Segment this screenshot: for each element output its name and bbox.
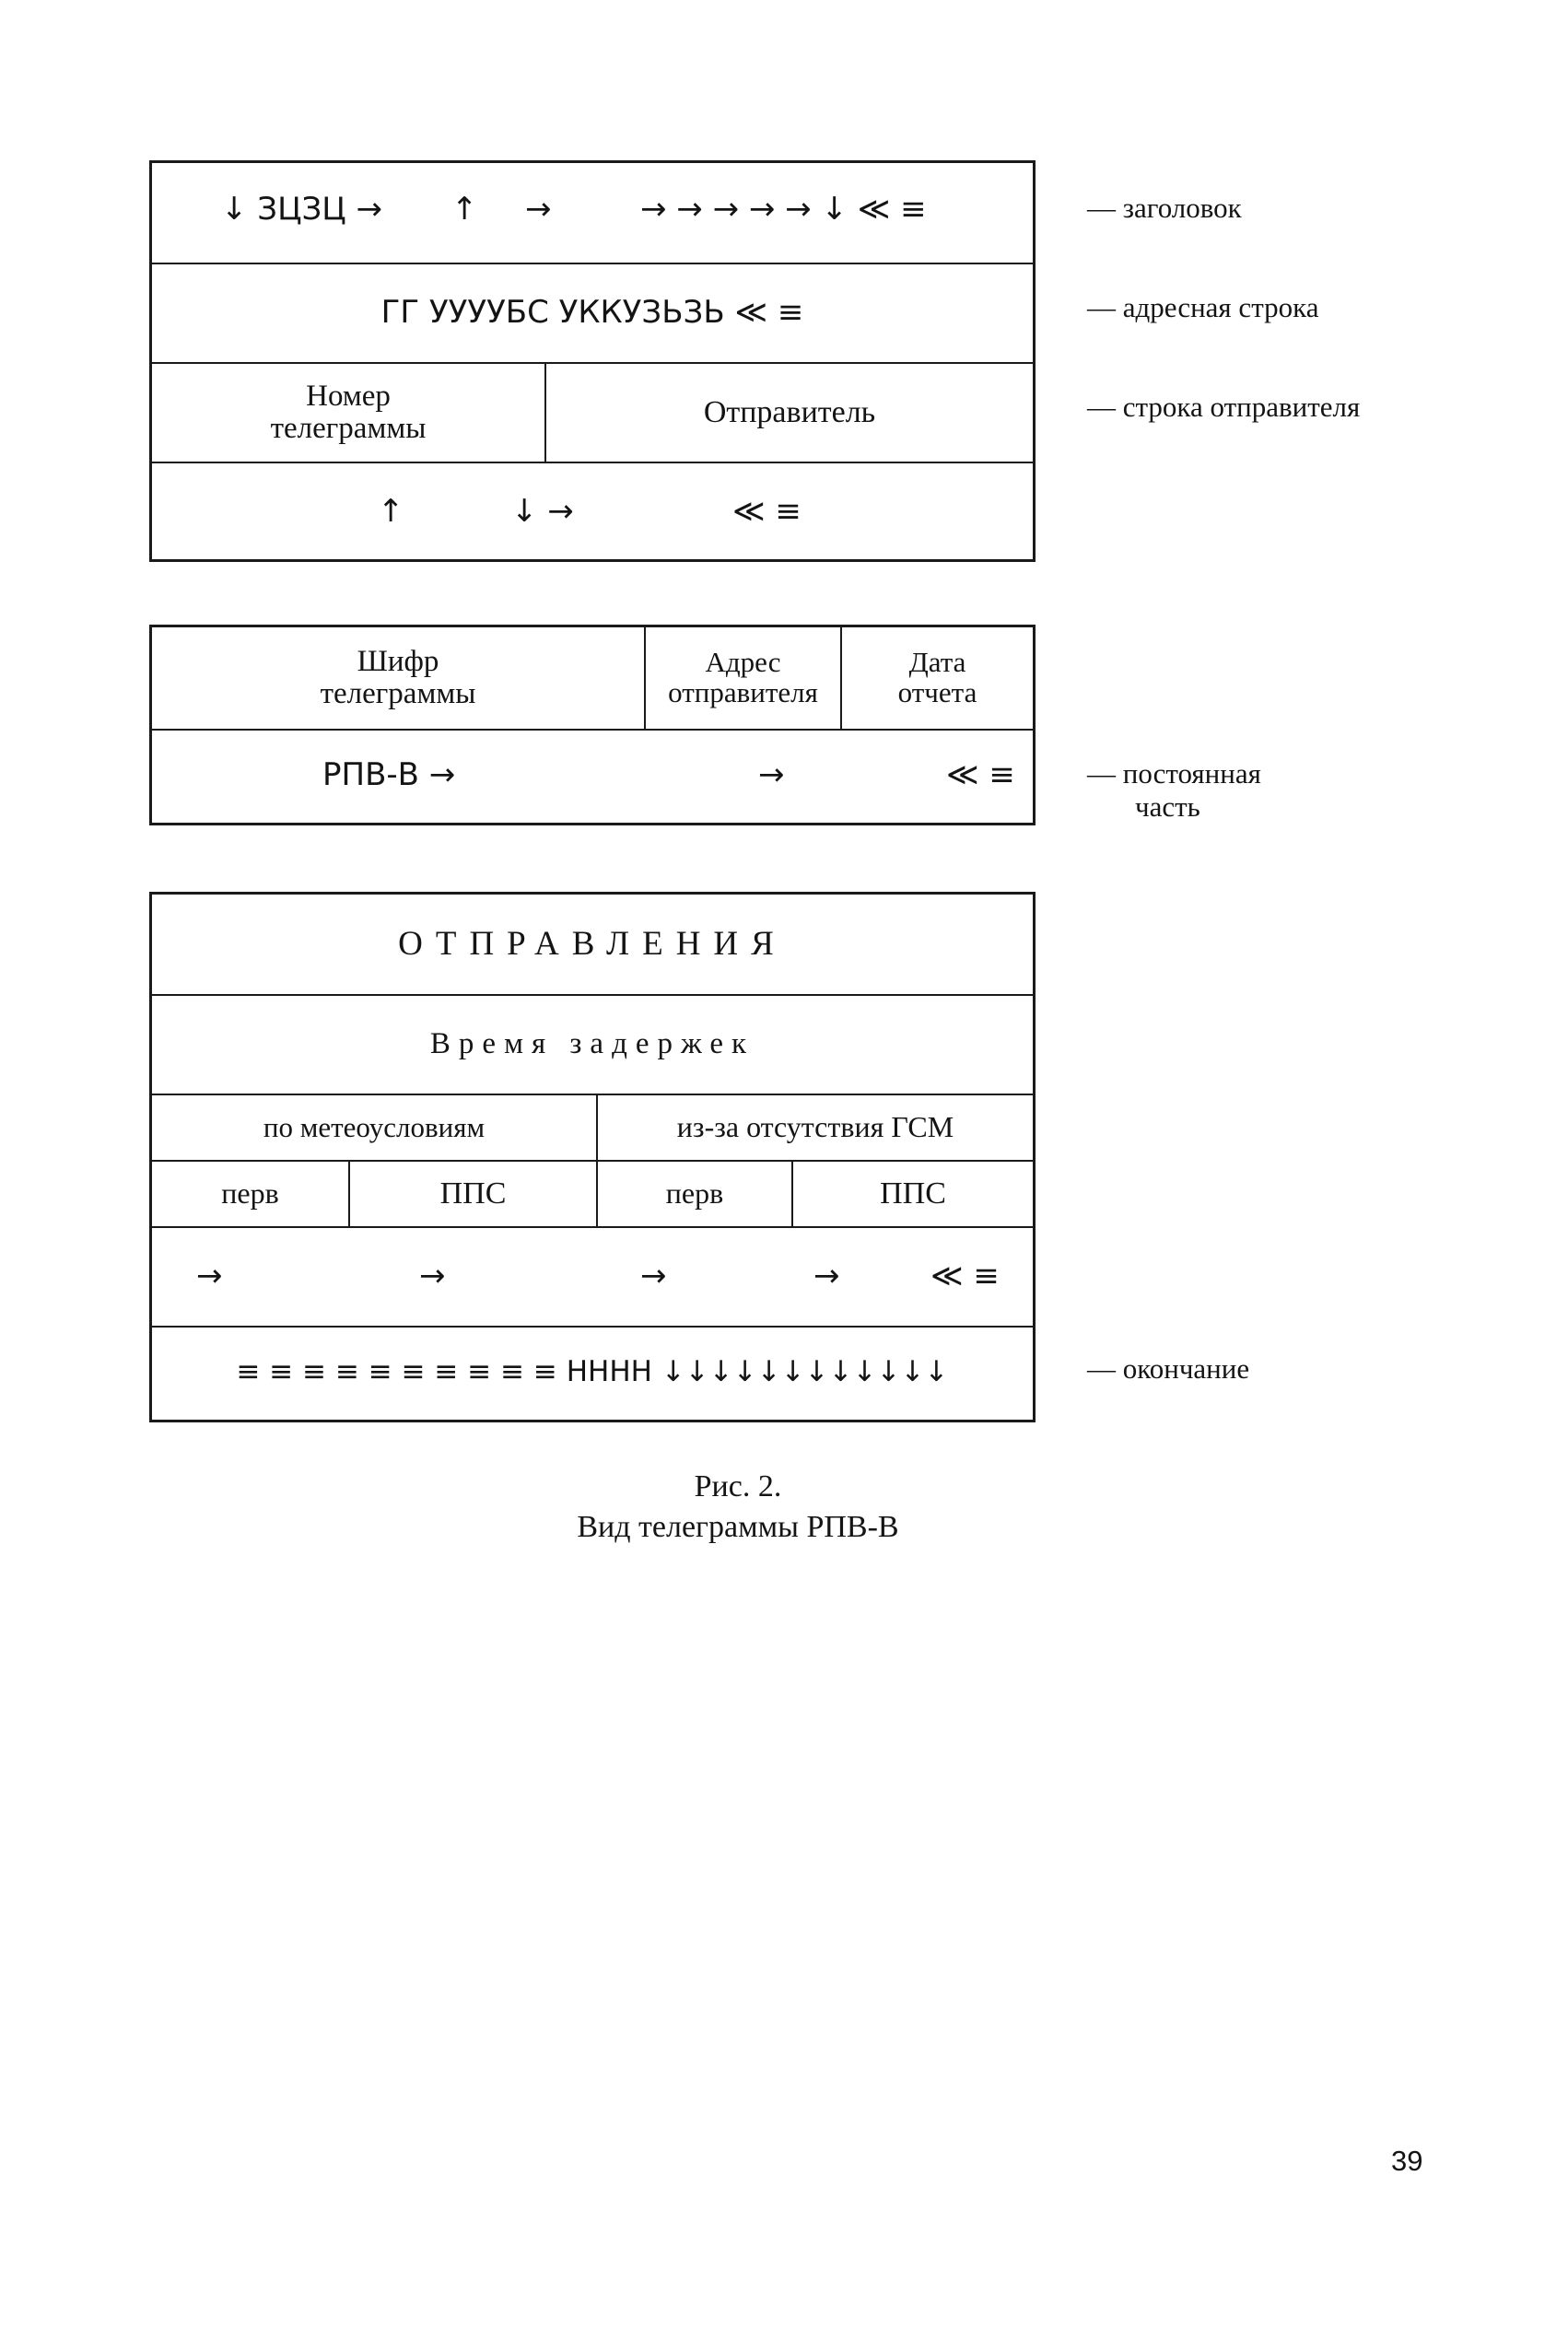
delay-row-end: ≪ ≡ xyxy=(930,1258,1000,1294)
weather-cell xyxy=(152,1095,596,1160)
cipher-cell xyxy=(152,627,644,729)
constant-row-arrow: → xyxy=(758,756,785,793)
sender-address-label: Адрес отправителя xyxy=(668,646,818,708)
label-constant xyxy=(1087,757,1261,823)
perv-cell-1 xyxy=(152,1162,348,1226)
sender-row-end: ≪ ≡ xyxy=(732,493,802,530)
caption-line1: Рис. 2. xyxy=(694,1469,782,1503)
address-row xyxy=(152,263,1033,362)
constant-row-end: ≪ ≡ xyxy=(946,756,1015,793)
label-sender: — строка отправителя xyxy=(1087,391,1361,423)
delay-title: Время задержек xyxy=(429,1027,755,1060)
delay-sub-row xyxy=(152,1160,1033,1226)
constant-part-table xyxy=(149,625,1036,825)
label-constant-line2: часть xyxy=(1135,790,1200,823)
telegram-number-label: Номер телеграммы xyxy=(270,380,427,445)
pps-label-2: ППС xyxy=(880,1176,946,1211)
pps-cell-1 xyxy=(348,1162,596,1226)
address-row-text: ГГ УУУУБС УККУЗЬЗЬ ≪ ≡ xyxy=(380,294,804,331)
ending-row xyxy=(152,1326,1033,1420)
constant-data-row xyxy=(152,729,1033,823)
report-date-cell xyxy=(840,627,1033,729)
delay-arrow-2: → xyxy=(419,1258,446,1294)
fuel-label: из-за отсутствия ГСМ xyxy=(676,1110,954,1144)
perv-cell-2 xyxy=(596,1162,791,1226)
delay-arrow-3: → xyxy=(640,1258,667,1294)
page-number: 39 xyxy=(1391,2145,1423,2177)
header-row xyxy=(152,163,1033,263)
sender-data-row xyxy=(152,462,1033,559)
header-row-start: ↓ ЗЦЗЦ → xyxy=(221,191,382,228)
caption-line2: Вид телеграммы РПВ-В xyxy=(577,1510,899,1545)
sender-cell xyxy=(544,364,1033,462)
rpv-code: РПВ-В → xyxy=(322,756,456,793)
perv-label-1: перв xyxy=(221,1176,279,1211)
figure-caption xyxy=(0,1467,1522,1548)
weather-label: по метеоусловиям xyxy=(263,1110,486,1143)
delay-data-row xyxy=(152,1226,1033,1326)
delay-arrow-1: → xyxy=(196,1258,223,1294)
label-constant-line1: — постоянная xyxy=(1087,757,1261,790)
fuel-cell xyxy=(596,1095,1033,1160)
header-row-end: → → → → → ↓ ≪ ≡ xyxy=(640,191,927,228)
delay-title-row xyxy=(152,994,1033,1094)
label-address: — адресная строка xyxy=(1087,291,1319,323)
delay-arrow-4: → xyxy=(813,1258,840,1294)
constant-header-row xyxy=(152,627,1033,729)
cipher-label: Шифр телеграммы xyxy=(320,645,476,710)
pps-label-1: ППС xyxy=(439,1176,507,1211)
telegram-number-cell xyxy=(152,364,544,462)
sender-row-down-arrow: ↓ → xyxy=(511,493,574,530)
departures-title-row xyxy=(152,895,1033,994)
report-date-label: Дата отчета xyxy=(897,646,977,708)
telegram-header-table xyxy=(149,160,1036,562)
sender-address-cell xyxy=(644,627,840,729)
label-header: — заголовок xyxy=(1087,192,1242,224)
departures-table xyxy=(149,892,1036,1422)
sender-row-up-arrow: ↑ xyxy=(378,493,404,530)
pps-cell-2 xyxy=(791,1162,1033,1226)
sender-row xyxy=(152,362,1033,462)
delay-reason-row xyxy=(152,1094,1033,1160)
perv-label-2: перв xyxy=(665,1176,724,1211)
ending-text: ≡ ≡ ≡ ≡ ≡ ≡ ≡ ≡ ≡ ≡ НННН ↓↓↓↓↓↓↓↓↓↓↓↓ xyxy=(236,1355,949,1388)
label-ending: — окончание xyxy=(1087,1352,1250,1385)
header-row-up-arrow: ↑ xyxy=(451,191,478,228)
header-row-arrow: → xyxy=(525,191,552,228)
sender-label: Отправитель xyxy=(703,395,876,430)
departures-title: ОТПРАВЛЕНИЯ xyxy=(398,925,787,963)
